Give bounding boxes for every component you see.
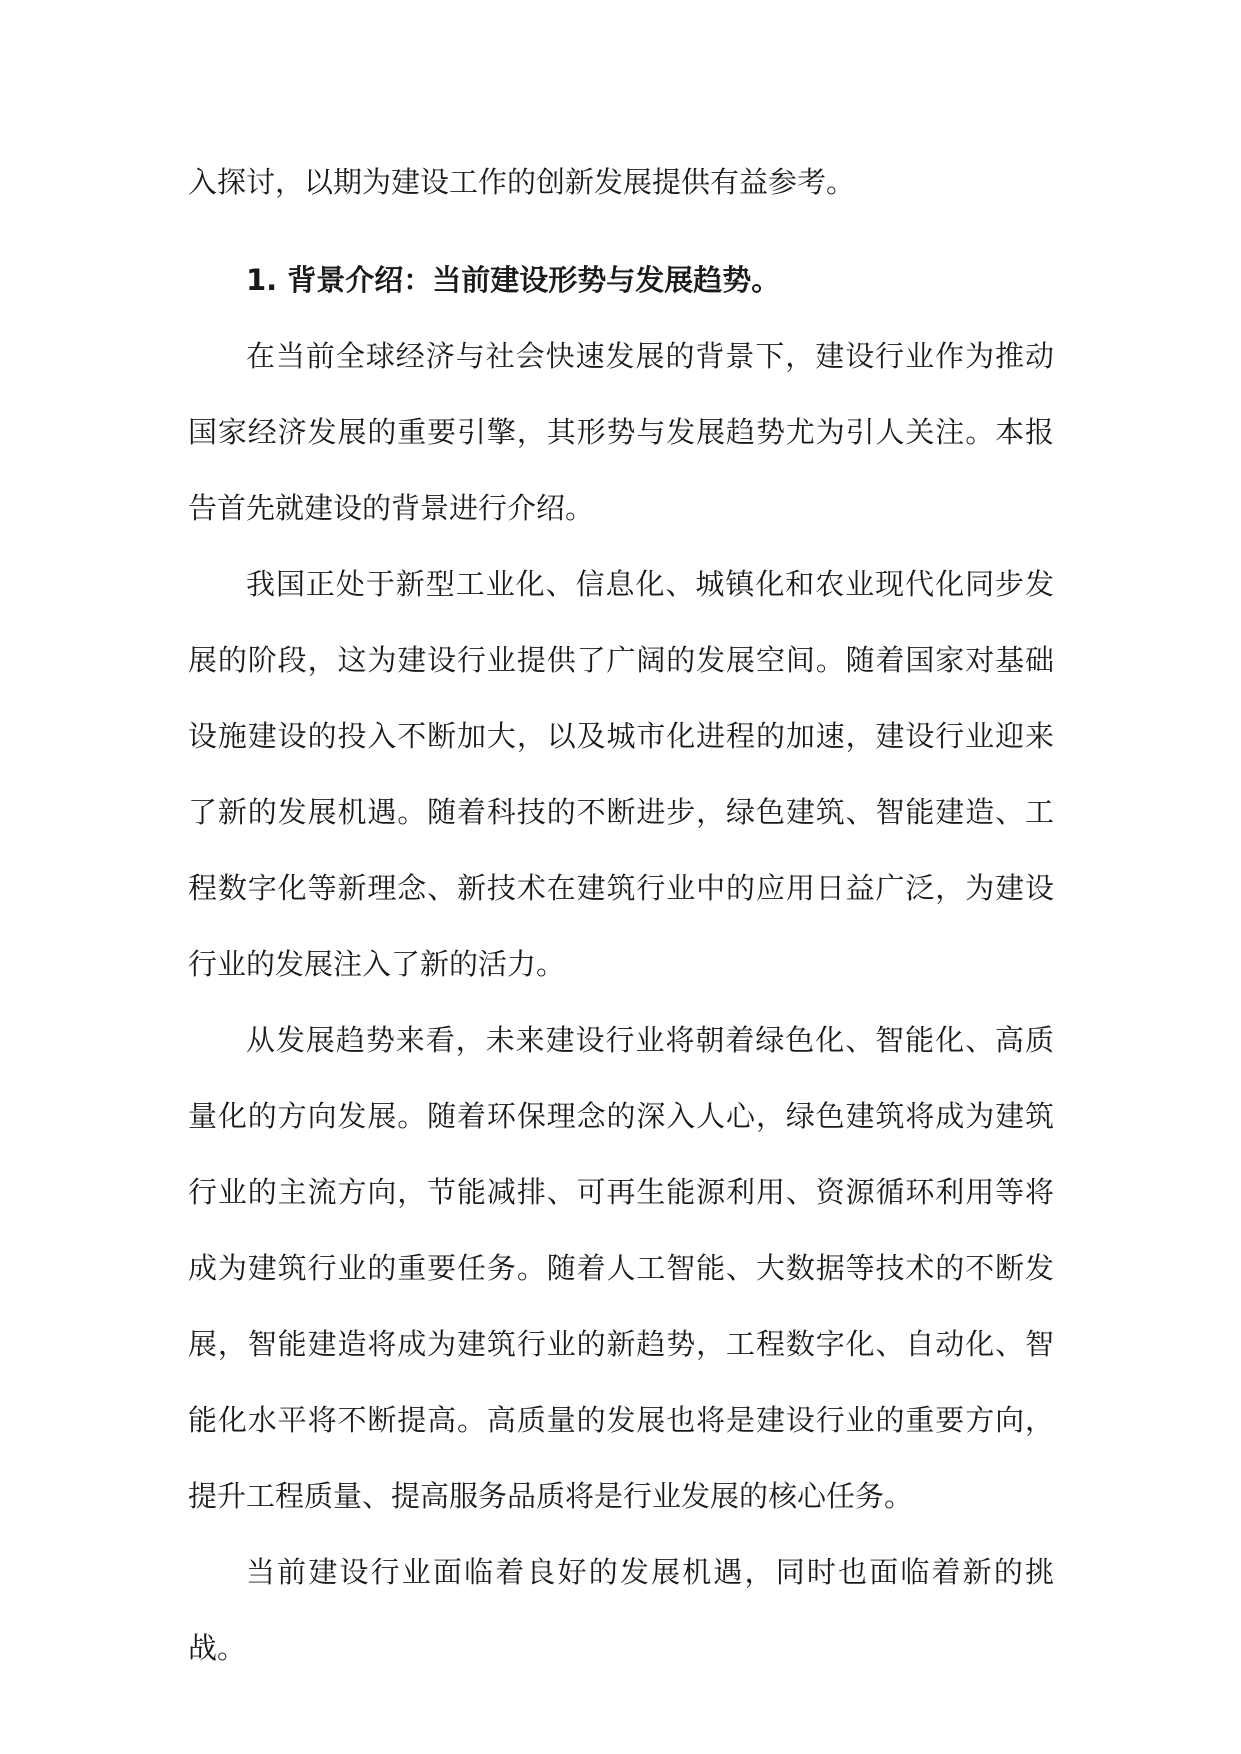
section-heading: 1. 背景介绍：当前建设形势与发展趋势。 bbox=[246, 263, 781, 297]
document-body bbox=[188, 144, 1054, 1686]
paragraph-1: 在当前全球经济与社会快速发展的背景下，建设行业作为推动国家经济发展的重要引擎，其形势与发展趋势尤为引人关注。本报告首先就建设的背景进行介绍。 bbox=[188, 339, 1054, 525]
continuation-paragraph: 入探讨，以期为建设工作的创新发展提供有益参考。 bbox=[188, 165, 856, 199]
paragraph-4: 当前建设行业面临着良好的发展机遇，同时也面临着新的挑战。 bbox=[188, 1555, 1054, 1665]
paragraph-2: 我国正处于新型工业化、信息化、城镇化和农业现代化同步发展的阶段，这为建设行业提供了广阔的发展空间。随着国家对基础设施建设的投入不断加大，以及城市化进程的加速，建设行业迎来了新的发展机遇。随着科技的不断进步，绿色建筑、智能建造、工程数字化等新理念、新技术在建筑行业中的应用日益广泛，为建设行业的发展注入了新的活力。 bbox=[188, 567, 1054, 981]
paragraph-3: 从发展趋势来看，未来建设行业将朝着绿色化、智能化、高质量化的方向发展。随着环保理念的深入人心，绿色建筑将成为建筑行业的主流方向，节能减排、可再生能源利用、资源循环利用等将成为建筑行业的重要任务。随着人工智能、大数据等技术的不断发展，智能建造将成为建筑行业的新趋势，工程数字化、自动化、智能化水平将不断提高。高质量的发展也将是建设行业的重要方向，提升工程质量、提高服务品质将是行业发展的核心任务。 bbox=[188, 1023, 1054, 1513]
